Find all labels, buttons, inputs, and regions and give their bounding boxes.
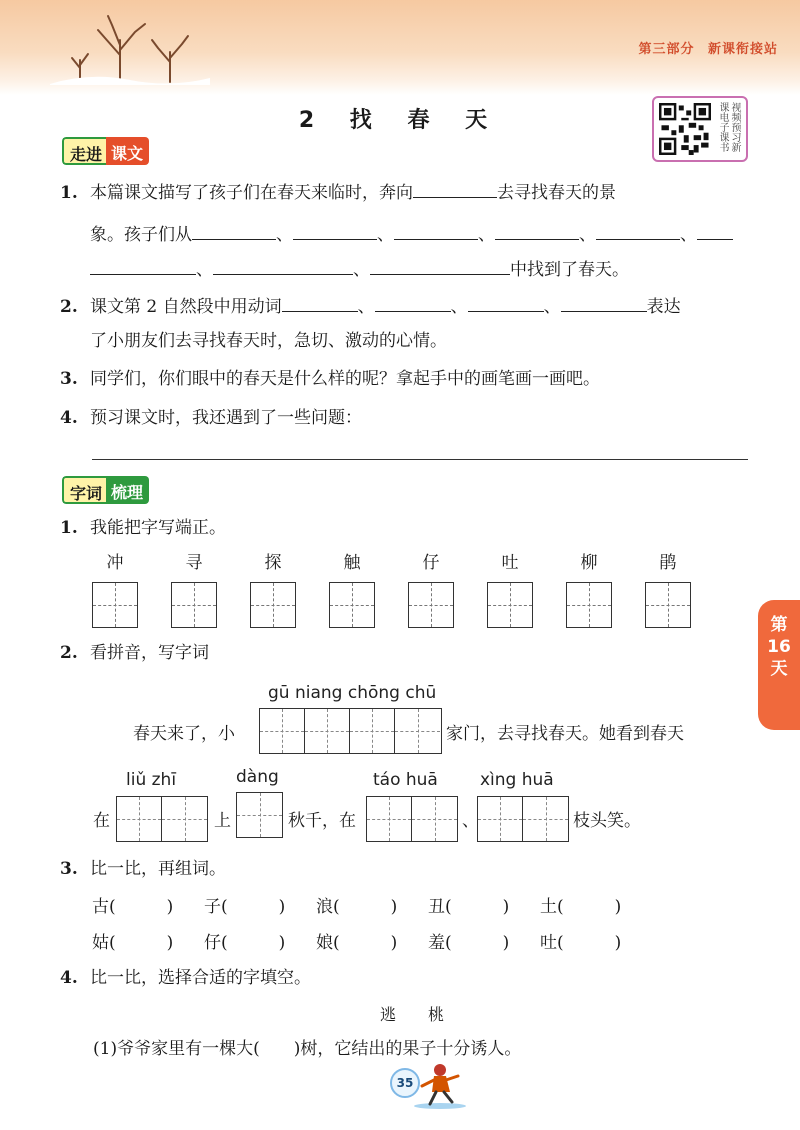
answer-blank[interactable] xyxy=(394,220,478,240)
qr-caption: 视频预习新课电子课书 xyxy=(717,102,740,152)
day-tab-suffix: 天 xyxy=(770,659,788,679)
sentence-2-part5: 枝头笑。 xyxy=(573,811,641,831)
word-task-1: 1. 我能把字写端正。 xyxy=(60,518,226,538)
answer-blank[interactable] xyxy=(375,292,451,312)
question-4: 4. 预习课文时，我还遇到了一些问题： xyxy=(60,408,362,428)
answer-blank[interactable] xyxy=(213,255,353,275)
header-label xyxy=(630,38,778,57)
question-3: 3. 同学们，你们眼中的春天是什么样的呢？拿起手中的画笔画一画吧。 xyxy=(60,369,600,389)
pinyin-tao-hua: táo huā xyxy=(373,770,438,790)
char-label: 探 xyxy=(264,553,282,573)
question-2-line2: 了小朋友们去寻找春天时，急切、激动的心情。 xyxy=(90,331,447,351)
compare-item[interactable]: 仔( ) xyxy=(204,933,286,953)
badge-part2: 课文 xyxy=(106,137,149,165)
compare-item[interactable]: 娘( ) xyxy=(316,933,398,953)
question-1-line3: 、 、 中找到了春天。 xyxy=(90,253,629,287)
pinyin-answer-box[interactable] xyxy=(477,796,569,842)
winter-trees-illustration xyxy=(50,10,210,85)
compare-item[interactable]: 子( ) xyxy=(204,897,286,917)
pinyin-dang: dàng xyxy=(236,767,279,787)
badge-part1: 字词 xyxy=(62,476,106,504)
pinyin-answer-box[interactable] xyxy=(236,792,283,838)
sentence-2-part3: 秋千，在 xyxy=(288,811,356,831)
compare-item[interactable]: 古( ) xyxy=(92,897,174,917)
char-label: 触 xyxy=(343,553,361,573)
writing-grid-cell[interactable] xyxy=(645,582,691,628)
skater-icon xyxy=(410,1060,470,1110)
answer-line[interactable] xyxy=(92,459,748,460)
answer-blank[interactable] xyxy=(293,220,377,240)
answer-blank[interactable] xyxy=(697,220,733,240)
compare-item[interactable]: 浪( ) xyxy=(316,897,398,917)
compare-item[interactable]: 吐( ) xyxy=(540,933,622,953)
answer-blank[interactable] xyxy=(90,255,196,275)
char-label: 鹃 xyxy=(659,553,677,573)
compare-item[interactable]: 羞( ) xyxy=(428,933,510,953)
pinyin-answer-box[interactable] xyxy=(116,796,208,842)
writing-grid-cell[interactable] xyxy=(171,582,217,628)
answer-blank[interactable] xyxy=(282,292,358,312)
compare-item[interactable]: 姑( ) xyxy=(92,933,174,953)
answer-blank[interactable] xyxy=(370,255,510,275)
writing-grid-cell[interactable] xyxy=(566,582,612,628)
answer-blank[interactable] xyxy=(596,220,680,240)
compare-item[interactable]: 土( ) xyxy=(540,897,622,917)
day-tab-prefix: 第 xyxy=(770,615,788,635)
answer-blank[interactable] xyxy=(561,292,647,312)
question-1-line2: 象。孩子们从 、 、 、 、 、 xyxy=(90,218,733,252)
answer-blank[interactable] xyxy=(495,220,579,240)
char-label: 寻 xyxy=(185,553,203,573)
writing-grid-cell[interactable] xyxy=(92,582,138,628)
word-task-3: 3. 比一比，再组词。 xyxy=(60,859,226,879)
sentence-1-end: 家门，去寻找春天。她看到春天 xyxy=(446,724,684,744)
word-task-2: 2. 看拼音，写字词 xyxy=(60,643,209,663)
day-tab-number: 16 xyxy=(767,637,791,657)
choice-characters: 逃 桃 xyxy=(380,1005,445,1024)
writing-grid-cell[interactable] xyxy=(408,582,454,628)
section-badge-word-review xyxy=(62,476,149,504)
character-row xyxy=(92,548,732,578)
fill-item-1[interactable]: (1)爷爷家里有一棵大( )树，它结出的果子十分诱人。 xyxy=(93,1039,522,1059)
writing-grid-cell[interactable] xyxy=(487,582,533,628)
pinyin-answer-box[interactable] xyxy=(259,708,442,754)
word-task-4: 4. 比一比，选择合适的字填空。 xyxy=(60,968,311,988)
sentence-2-part2: 上 xyxy=(214,811,231,831)
header-section: 第三部分 xyxy=(638,42,695,57)
day-tab xyxy=(758,600,800,730)
compare-row-1 xyxy=(92,892,652,917)
pinyin-answer-box[interactable] xyxy=(366,796,458,842)
writing-grid-cell[interactable] xyxy=(250,582,296,628)
pinyin-gu-niang-chong-chu: gū niang chōng chū xyxy=(268,683,437,703)
page-number: 35 xyxy=(390,1068,420,1098)
answer-blank[interactable] xyxy=(468,292,544,312)
char-label: 柳 xyxy=(580,553,598,573)
badge-part1: 走进 xyxy=(62,137,106,165)
question-1-line1: 1. 本篇课文描写了孩子们在春天来临时，奔向 去寻找春天的景 xyxy=(60,176,616,210)
pinyin-xing-hua: xìng huā xyxy=(480,770,554,790)
char-label: 冲 xyxy=(106,553,124,573)
compare-item[interactable]: 丑( ) xyxy=(428,897,510,917)
char-label: 吐 xyxy=(501,553,519,573)
pinyin-liu-zhi: liǔ zhī xyxy=(126,770,177,790)
sentence-2-part1: 在 xyxy=(93,811,110,831)
badge-part2: 梳理 xyxy=(106,476,149,504)
compare-row-2 xyxy=(92,928,652,953)
answer-blank[interactable] xyxy=(192,220,276,240)
question-2-line1: 2. 课文第 2 自然段中用动词 、 、 、 表达 xyxy=(60,290,681,324)
answer-blank[interactable] xyxy=(413,178,497,198)
writing-grid-cell[interactable] xyxy=(329,582,375,628)
sentence-1-start: 春天来了，小 xyxy=(133,724,235,744)
section-badge-read-text xyxy=(62,137,149,165)
qr-panel[interactable] xyxy=(652,96,748,162)
qr-code-icon[interactable] xyxy=(659,103,711,155)
header-subtitle: 新课衔接站 xyxy=(707,42,778,57)
lesson-title: 2 找 春 天 xyxy=(298,108,502,133)
sentence-2-part4: 、 xyxy=(462,811,479,831)
char-label: 仔 xyxy=(422,553,440,573)
